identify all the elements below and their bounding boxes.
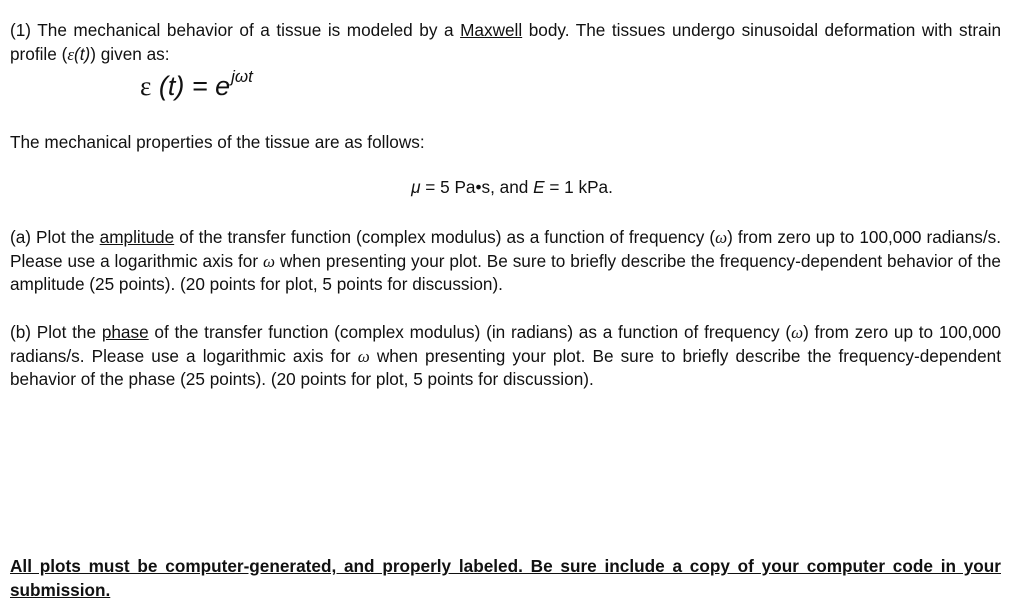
e-value: = 1 kPa. xyxy=(544,177,613,197)
e-symbol: E xyxy=(533,177,545,197)
problem-intro xyxy=(10,19,1001,66)
part-a-text-1: (a) Plot the xyxy=(10,227,95,247)
part-b-text-4: when presenting your plot. Be sure to briefly describe the frequency-dependent behavior of the phase (25 points). (20 points for plot, 5 points for discussion). xyxy=(10,345,1001,389)
properties-intro: The mechanical properties of the tissue are as follows: xyxy=(10,132,425,152)
problem-statement xyxy=(10,19,1001,66)
part-a-text-3: ) from zero up to 100,000 radians/s. Please use a logarithmic axis for xyxy=(10,227,1002,271)
part-b-omega: ω xyxy=(791,323,804,342)
intro-text-b: body. The tissues undergo sinusoidal deformation with strain profile ( xyxy=(10,20,1002,64)
part-b-text-3: ) from zero up to 100,000 radians/s. Please use a logarithmic axis for xyxy=(10,322,1001,366)
problem-number: (1) xyxy=(10,20,32,40)
part-a xyxy=(10,226,1001,297)
part-a-keyword: amplitude xyxy=(99,227,175,247)
part-a-text-2: of the transfer function (complex modulus) as a function of frequency ( xyxy=(179,227,716,247)
part-b-omega-2: ω xyxy=(357,346,370,366)
properties-equation xyxy=(0,176,1024,200)
part-a-omega-2: ω xyxy=(262,251,275,271)
strain-symbol: ε xyxy=(67,44,75,64)
model-name: Maxwell xyxy=(460,20,523,40)
part-b xyxy=(10,321,1001,392)
strain-equation xyxy=(140,69,253,107)
mu-value: = 5 Pa•s, and xyxy=(420,177,534,197)
part-a-omega: ω xyxy=(715,228,728,247)
intro-text-a: The mechanical behavior of a tissue is modeled by a xyxy=(37,20,454,40)
equation-exponent: jωt xyxy=(231,67,253,86)
mu-symbol: μ xyxy=(411,177,421,197)
submission-note: All plots must be computer-generated, and properly labeled. Be sure include a copy of your computer code in your submission. xyxy=(10,556,1001,600)
equation-lhs: (t) = e xyxy=(151,71,231,101)
part-a-text-4: when presenting your plot. Be sure to briefly describe the frequency-dependent behavior of the amplitude (25 points). (20 points for plot, 5 points for discussion). xyxy=(10,250,1001,294)
intro-text-c: ) given as: xyxy=(90,43,170,64)
equation-epsilon: ε xyxy=(140,71,152,101)
part-b-text-2: of the transfer function (complex modulus) (in radians) as a function of frequency ( xyxy=(154,322,792,342)
part-b-keyword: phase xyxy=(101,322,149,342)
part-b-text-1: (b) Plot the xyxy=(10,322,97,342)
strain-arg: (t) xyxy=(74,43,91,64)
